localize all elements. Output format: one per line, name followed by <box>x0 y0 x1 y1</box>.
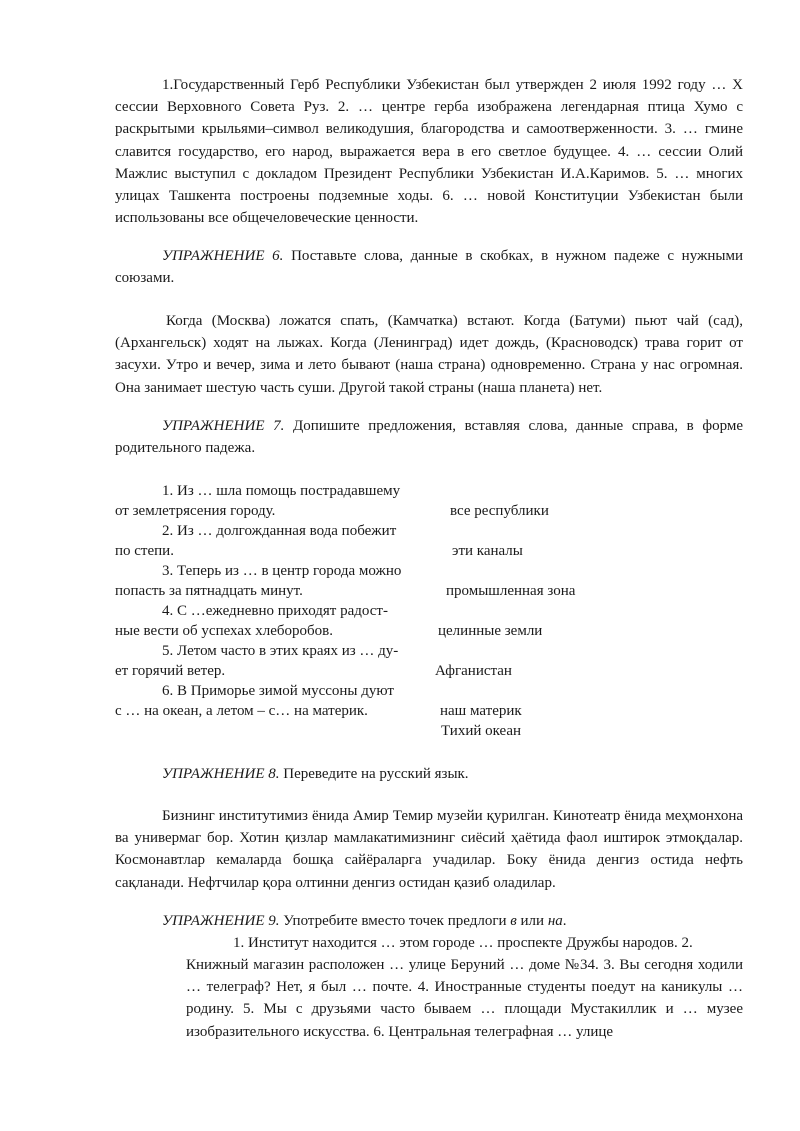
exercise-9-text-first: 1. Институт находится … этом городе … проспекте Дружбы народов. 2. <box>233 935 693 951</box>
list-item-line1: 2. Из … долгожданная вода побежит <box>162 523 397 539</box>
exercise-9-dot: . <box>562 913 567 929</box>
list-item <box>115 561 743 601</box>
list-item-line1: 5. Летом часто в этих краях из … ду- <box>162 643 399 659</box>
paragraph-exercise-5-text: 1.Государственный Герб Республики Узбекистан был утвержден 2 июля 1992 году … X сессии Верховного Совета Руз. 2. … центре герба изображена легендарная птица Хумо с раскрытыми крыльями–символ великодушия, благородства и самоотверженности. 3. … гмине славится государство, его народ, выражается вера в его светлое будущее. 4. … сессии Олий Мажлис выступил с докладом Президент Республики Узбекистан И.А.Каримов. 5. … многих улицах Ташкента построены подземные ходы. 6. … новой Конституции Узбекистан были использованы все общечеловеческие ценности. <box>115 77 743 227</box>
list-item-line1: 4. С …ежедневно приходят радост- <box>162 603 388 619</box>
exercise-9-title: УПРАЖНЕНИЕ 9. <box>162 913 280 929</box>
exercise-9-text-rest: Книжный магазин расположен … улице Беруний … доме №34. 3. Вы сегодня ходили … телеграф? Нет, я был … почте. 4. Иностранные студенты поедут на каникулы … родину. 5. Мы с друзьями часто бываем … площади Мустакиллик и … музее изобразительного искусства. 6. Центральная телеграфная … улице <box>186 957 743 1040</box>
list-item-line1: 6. В Приморье зимой муссоны дуют <box>162 683 394 699</box>
exercise-8-title: УПРАЖНЕНИЕ 8. <box>162 766 280 782</box>
exercise-7-title: УПРАЖНЕНИЕ 7. <box>162 418 285 434</box>
list-item-word: все республики <box>450 503 549 519</box>
list-item <box>115 601 743 641</box>
list-item-line2: от землетрясения городу. <box>115 503 276 519</box>
exercise-9-or: или <box>516 913 548 929</box>
exercise-6-heading <box>115 245 743 289</box>
exercise-7-extra-word: Тихий океан <box>441 723 522 739</box>
list-item-line1: 3. Теперь из … в центр города можно <box>162 563 402 579</box>
exercise-9-preposition-v: в <box>510 913 517 929</box>
exercise-6-title: УПРАЖНЕНИЕ 6. <box>162 248 284 264</box>
exercise-7-instruction: Допишите предложения, вставляя слова, данные справа, в форме родительного падежа. <box>115 418 744 457</box>
list-item-word: наш материк <box>440 703 522 719</box>
list-item <box>115 521 743 561</box>
exercise-8-text: Бизнинг институтимиз ёнида Амир Темир музейи қурилган. Кинотеатр ёнида меҳмонхона ва универмаг бор. Хотин қизлар мамлакатимизнинг сиёсий ҳаётида фаол иштирок этмоқдалар. Космонавтлар кемаларда бошқа сайёраларга учадилар. Боку ёнида денгиз остида нефть сақланади. Нефтчилар қора олтинни денгиз остидан қазиб оладилар. <box>115 808 743 891</box>
exercise-6-instruction: Поставьте слова, данные в скобках, в нужном падеже с нужными союзами. <box>115 248 743 287</box>
list-item-line2: по степи. <box>115 543 174 559</box>
exercise-8-heading <box>115 763 743 785</box>
list-item-word: промышленная зона <box>446 583 576 599</box>
list-item <box>115 681 743 721</box>
exercise-9-preposition-na: на <box>547 913 563 929</box>
list-item-line2: попасть за пятнадцать минут. <box>115 583 303 599</box>
exercise-9-instruction: Употребите вместо точек предлоги <box>279 913 511 929</box>
exercise-7-heading <box>115 415 743 459</box>
list-item-line2: с … на океан, а летом – с… на материк. <box>115 703 368 719</box>
list-item-word: Афганистан <box>435 663 512 679</box>
list-item <box>115 481 743 521</box>
list-item-line1: 1. Из … шла помощь пострадавшему <box>162 483 401 499</box>
list-item <box>115 641 743 681</box>
list-item-line2: ные вести об успехах хлеборобов. <box>115 623 334 639</box>
exercise-6-text: Когда (Москва) ложатся спать, (Камчатка) встают. Когда (Батуми) пьют чай (сад), (Архангельск) ходят на лыжах. Когда (Ленинград) идет дождь, (Красноводск) трава горит от засухи. Утро и вечер, зима и лето бывают (наша страна) одновременно. Страна у нас огромная. Она занимает шестую часть суши. Другой такой страны (наша планета) нет. <box>115 313 743 396</box>
list-item-word: эти каналы <box>452 543 523 559</box>
list-item-line2: ет горячий ветер. <box>115 663 226 679</box>
exercise-9-heading <box>115 910 743 932</box>
exercise-8-instruction: Переведите на русский язык. <box>279 766 469 782</box>
list-item-word: целинные земли <box>438 623 543 639</box>
